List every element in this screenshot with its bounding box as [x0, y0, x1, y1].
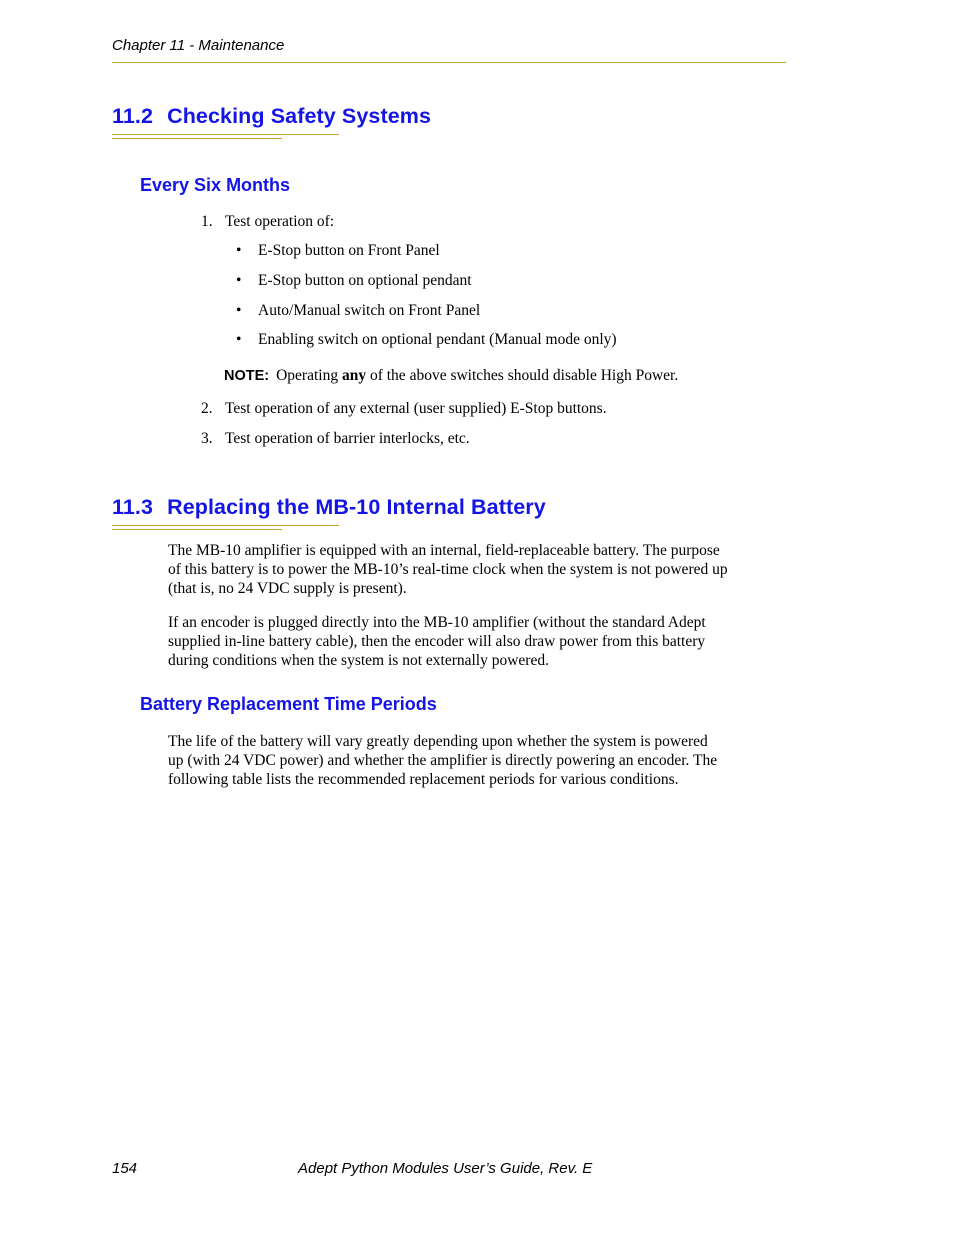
- note-emphasis: any: [341, 367, 367, 384]
- header-rule: [112, 62, 786, 63]
- bullet-text: Enabling switch on optional pendant (Manual mode only): [258, 331, 617, 348]
- note-text: of the above switches should disable High Power.: [369, 367, 679, 384]
- bullet-icon: •: [236, 331, 242, 348]
- bullet-item: [236, 302, 480, 320]
- numbered-item: [201, 400, 607, 418]
- footer-doc-title: Adept Python Modules User’s Guide, Rev. E: [298, 1160, 593, 1177]
- paragraph-line: The life of the battery will vary greatly depending upon whether the system is powered: [168, 733, 708, 750]
- bullet-item: [236, 331, 617, 349]
- paragraph-line: If an encoder is plugged directly into the MB-10 amplifier (without the standard Adept: [168, 614, 706, 631]
- section-number: 11.2: [112, 104, 154, 128]
- numbered-item: [201, 213, 334, 231]
- paragraph-line: supplied in-line battery cable), then the encoder will also draw power from this battery: [168, 633, 706, 651]
- paragraph-line: The MB-10 amplifier is equipped with an internal, field-replaceable battery. The purpose: [168, 542, 720, 559]
- item-number: 3.: [201, 430, 213, 447]
- bullet-item: [236, 272, 472, 290]
- page-number: 154: [112, 1160, 138, 1177]
- section-heading-11-2: [112, 104, 431, 129]
- paragraph: [168, 732, 788, 790]
- heading-rule: [112, 134, 339, 135]
- paragraph: [168, 541, 788, 599]
- note-text: Operating: [276, 367, 339, 384]
- running-header: Chapter 11 - Maintenance: [112, 37, 285, 54]
- subsection-heading: Every Six Months: [140, 175, 291, 195]
- note: [224, 366, 678, 386]
- paragraph-line: (that is, no 24 VDC supply is present).: [168, 580, 407, 598]
- item-text: Test operation of:: [225, 213, 335, 230]
- item-number: 1.: [201, 213, 213, 230]
- section-number: 11.3: [112, 495, 154, 519]
- section-title: Checking Safety Systems: [167, 104, 432, 128]
- paragraph-line: of this battery is to power the MB-10’s real-time clock when the system is not powered up: [168, 561, 728, 579]
- section-title: Replacing the MB-10 Internal Battery: [167, 495, 546, 519]
- paragraph-line: following table lists the recommended replacement periods for various conditions.: [168, 771, 679, 789]
- bullet-item: [236, 242, 440, 260]
- section-heading-11-3: [112, 495, 546, 520]
- item-text: Test operation of any external (user supplied) E-Stop buttons.: [225, 400, 607, 417]
- subsection-heading: Battery Replacement Time Periods: [140, 694, 437, 714]
- heading-rule-short: [112, 529, 282, 530]
- paragraph-line: up (with 24 VDC power) and whether the amplifier is directly powering an encoder. The: [168, 752, 718, 770]
- bullet-text: E-Stop button on optional pendant: [258, 272, 472, 289]
- heading-rule: [112, 525, 339, 526]
- note-label: NOTE:: [224, 368, 270, 384]
- item-number: 2.: [201, 400, 213, 417]
- bullet-icon: •: [236, 242, 242, 259]
- item-text: Test operation of barrier interlocks, etc.: [225, 430, 470, 447]
- paragraph-line: during conditions when the system is not externally powered.: [168, 652, 549, 670]
- paragraph: [168, 613, 788, 671]
- bullet-text: E-Stop button on Front Panel: [258, 242, 440, 259]
- bullet-text: Auto/Manual switch on Front Panel: [258, 302, 481, 319]
- bullet-icon: •: [236, 302, 242, 319]
- numbered-item: [201, 430, 470, 448]
- heading-rule-short: [112, 138, 282, 139]
- bullet-icon: •: [236, 272, 242, 289]
